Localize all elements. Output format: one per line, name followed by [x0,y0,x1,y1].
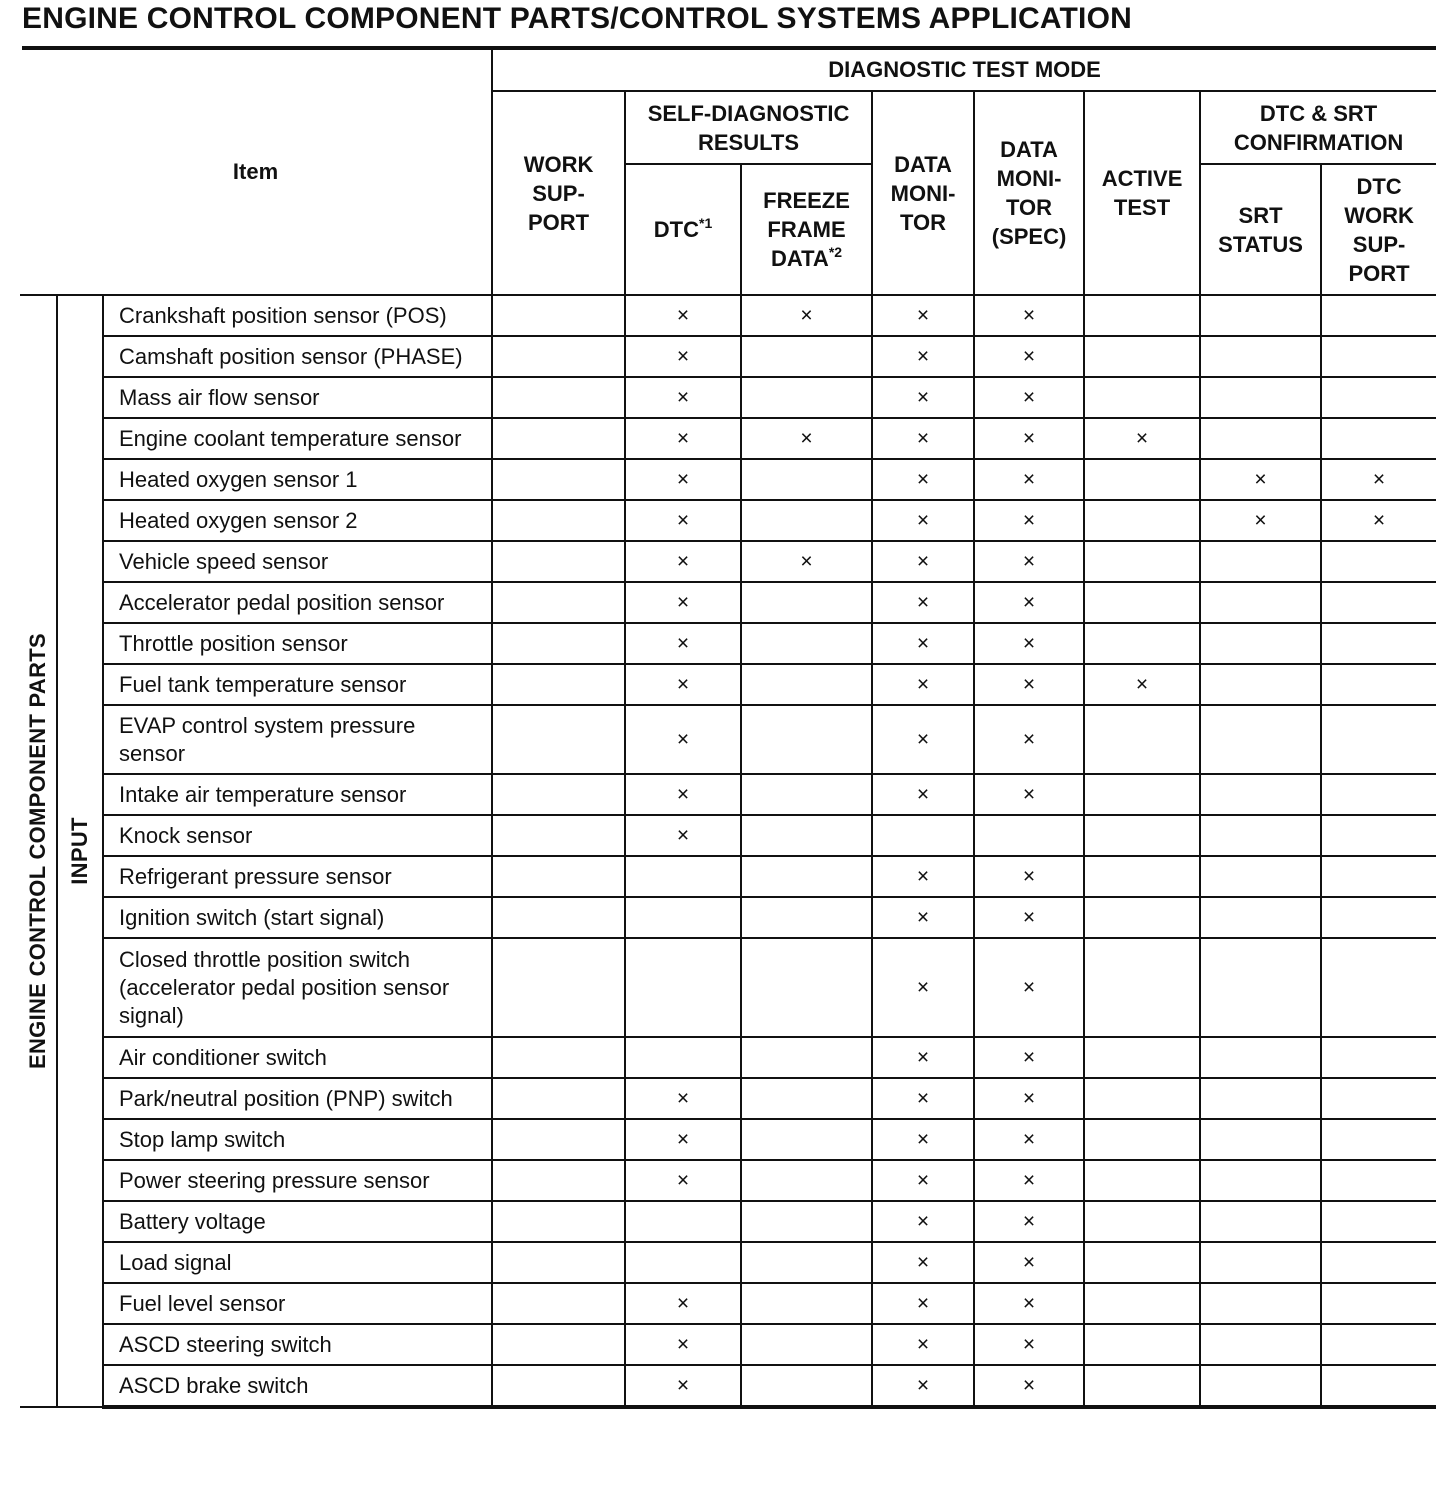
subgroup-label: INPUT [57,295,103,1407]
row-item-label: Fuel level sensor [103,1283,492,1324]
empty-cell [741,500,872,541]
table-row [20,377,1436,418]
empty-cell [741,1201,872,1242]
check-mark: × [625,500,741,541]
empty-cell [492,459,625,500]
check-mark: × [872,1037,974,1078]
empty-cell [741,1119,872,1160]
empty-cell [625,1037,741,1078]
check-mark: × [625,774,741,815]
check-mark: × [974,897,1084,938]
empty-cell [1200,856,1321,897]
table-row [20,856,1436,897]
row-item-label: ASCD brake switch [103,1365,492,1407]
check-mark: × [974,856,1084,897]
header-line: CONFIRMATION [1233,129,1404,155]
active-test-header [1084,91,1200,295]
empty-cell [741,664,872,705]
empty-cell [492,1365,625,1407]
empty-cell [492,1078,625,1119]
empty-cell [741,1365,872,1407]
empty-cell [1321,295,1436,336]
empty-cell [1084,1037,1200,1078]
empty-cell [1321,336,1436,377]
header-line: SELF-DIAGNOSTIC [647,100,850,126]
empty-cell [1084,1283,1200,1324]
empty-cell [1321,1078,1436,1119]
header-line: PORT [1348,260,1410,286]
check-mark: × [625,664,741,705]
diagnostic-test-mode-header: DIAGNOSTIC TEST MODE [492,48,1436,91]
check-mark: × [872,500,974,541]
empty-cell [1084,623,1200,664]
check-mark: × [974,1160,1084,1201]
empty-cell [741,377,872,418]
application-table [20,48,1436,1409]
empty-cell [1321,1242,1436,1283]
empty-cell [1200,705,1321,774]
empty-cell [741,1324,872,1365]
header-line: TOR [1006,195,1053,220]
check-mark: × [625,623,741,664]
table-row [20,459,1436,500]
row-item-label: Intake air temperature sensor [103,774,492,815]
empty-cell [1321,582,1436,623]
row-item-label: Battery voltage [103,1201,492,1242]
freeze-lines [763,188,850,271]
empty-cell [1321,1119,1436,1160]
check-mark: × [741,418,872,459]
row-item-label: Crankshaft position sensor (POS) [103,295,492,336]
empty-cell [492,336,625,377]
empty-cell [1084,897,1200,938]
empty-cell [1084,1365,1200,1407]
row-item-label: Refrigerant pressure sensor [103,856,492,897]
empty-cell [1200,1078,1321,1119]
empty-cell [492,295,625,336]
freeze-frame-data-header [741,164,872,295]
empty-cell [492,623,625,664]
check-mark: × [625,1283,741,1324]
dtc-header: DTC$^{*1}$ [625,164,741,295]
header-line: SUP- [532,180,585,206]
empty-cell [1321,623,1436,664]
row-item-label: Stop lamp switch [103,1119,492,1160]
empty-cell [492,377,625,418]
empty-cell [492,582,625,623]
check-mark: × [625,541,741,582]
check-mark: × [872,1201,974,1242]
check-mark: × [974,1242,1084,1283]
check-mark: × [625,705,741,774]
empty-cell [1321,938,1436,1037]
check-mark: × [974,418,1084,459]
empty-cell [741,705,872,774]
header-line: DATA [894,151,952,177]
row-item-label: EVAP control system pressure sensor [103,705,492,774]
empty-cell [492,500,625,541]
empty-cell [1200,938,1321,1037]
check-mark: × [974,336,1084,377]
table-row [20,664,1436,705]
check-mark: × [974,500,1084,541]
header-line: FREEZE [763,188,850,213]
empty-cell [1084,705,1200,774]
table-row [20,1283,1436,1324]
check-mark: × [1200,459,1321,500]
check-mark: × [974,938,1084,1037]
header-line: FRAME [767,217,846,242]
empty-cell [741,856,872,897]
empty-cell [492,1242,625,1283]
table-row [20,1160,1436,1201]
check-mark: × [625,815,741,856]
check-mark: × [974,459,1084,500]
table-body [20,295,1436,1407]
table-row [20,623,1436,664]
empty-cell [1321,1324,1436,1365]
check-mark: × [974,1037,1084,1078]
empty-cell [1200,377,1321,418]
header-line: MONI- [890,180,956,206]
empty-cell [1200,418,1321,459]
empty-cell [741,897,872,938]
empty-cell [1200,1119,1321,1160]
empty-cell [492,664,625,705]
empty-cell [872,815,974,856]
srt-status-header [1200,164,1321,295]
empty-cell [1084,1242,1200,1283]
empty-cell [1084,1078,1200,1119]
empty-cell [741,459,872,500]
empty-cell [625,856,741,897]
data-monitor-spec-header [974,91,1084,295]
row-item-label: Air conditioner switch [103,1037,492,1078]
empty-cell [741,815,872,856]
check-mark: × [625,582,741,623]
check-mark: × [872,582,974,623]
row-item-label: Throttle position sensor [103,623,492,664]
empty-cell [1200,1324,1321,1365]
empty-cell [492,1037,625,1078]
empty-cell [1084,500,1200,541]
check-mark: × [872,897,974,938]
check-mark: × [974,541,1084,582]
check-mark: × [625,1160,741,1201]
table-row [20,1037,1436,1078]
empty-cell [1321,1201,1436,1242]
empty-cell [741,1242,872,1283]
check-mark: × [872,856,974,897]
check-mark: × [974,705,1084,774]
empty-cell [1321,1283,1436,1324]
empty-cell [1200,1242,1321,1283]
empty-cell [625,938,741,1037]
empty-cell [492,1160,625,1201]
empty-cell [1321,377,1436,418]
check-mark: × [974,1119,1084,1160]
check-mark: × [625,336,741,377]
row-item-label: Heated oxygen sensor 2 [103,500,492,541]
row-item-label: Accelerator pedal position sensor [103,582,492,623]
table-row [20,815,1436,856]
table-row [20,582,1436,623]
row-item-label: Mass air flow sensor [103,377,492,418]
check-mark: × [974,623,1084,664]
check-mark: × [872,1160,974,1201]
check-mark: × [872,664,974,705]
empty-cell [741,1160,872,1201]
empty-cell [1084,856,1200,897]
empty-cell [1084,938,1200,1037]
table-row [20,897,1436,938]
check-mark: × [625,1119,741,1160]
empty-cell [741,1078,872,1119]
check-mark: × [974,1324,1084,1365]
group-label: ENGINE CONTROL COMPONENT PARTS [20,295,57,1407]
empty-cell [741,336,872,377]
header-line: (SPEC) [991,224,1067,249]
empty-cell [1084,1324,1200,1365]
empty-cell [1200,1201,1321,1242]
empty-cell [492,1119,625,1160]
empty-cell [1200,815,1321,856]
check-mark: × [974,1283,1084,1324]
header-line: MONI- [996,166,1062,191]
check-mark: × [872,418,974,459]
empty-cell [1321,1160,1436,1201]
empty-cell [1084,582,1200,623]
check-mark: × [872,1119,974,1160]
row-item-label: Heated oxygen sensor 1 [103,459,492,500]
check-mark: × [1084,418,1200,459]
empty-cell [1321,1365,1436,1407]
empty-cell [1200,336,1321,377]
check-mark: × [974,1078,1084,1119]
empty-cell [1321,418,1436,459]
empty-cell [1200,1160,1321,1201]
check-mark: × [872,705,974,774]
check-mark: × [1321,500,1436,541]
empty-cell [1084,541,1200,582]
empty-cell [1321,541,1436,582]
row-item-label: Park/neutral position (PNP) switch [103,1078,492,1119]
empty-cell [1084,336,1200,377]
empty-cell [492,897,625,938]
empty-cell [492,418,625,459]
empty-cell [492,938,625,1037]
table-row [20,418,1436,459]
check-mark: × [872,774,974,815]
empty-cell [625,1201,741,1242]
check-mark: × [872,377,974,418]
work-support-header [492,91,625,295]
empty-cell [625,897,741,938]
header-line: WORK [1344,202,1414,228]
empty-cell [1084,1201,1200,1242]
empty-cell [741,774,872,815]
table-row [20,1201,1436,1242]
empty-cell [1321,815,1436,856]
empty-cell [1321,664,1436,705]
header-line: DTC & SRT [1259,100,1378,126]
empty-cell [1321,856,1436,897]
empty-cell [1200,582,1321,623]
check-mark: × [974,295,1084,336]
table-row [20,774,1436,815]
empty-cell [1084,377,1200,418]
empty-cell [1200,1037,1321,1078]
empty-cell [974,815,1084,856]
empty-cell [1084,815,1200,856]
table-row [20,336,1436,377]
empty-cell [741,1037,872,1078]
empty-cell [1321,774,1436,815]
empty-cell [1200,774,1321,815]
check-mark: × [872,336,974,377]
check-mark: × [974,582,1084,623]
check-mark: × [625,459,741,500]
dtc-srt-confirmation-header [1200,91,1436,164]
empty-cell [492,541,625,582]
empty-cell [1321,1037,1436,1078]
header-line: STATUS [1218,231,1303,257]
freeze-footnote: *2 [828,243,843,260]
empty-cell [625,1242,741,1283]
item-header: Item [20,48,492,295]
check-mark: × [1200,500,1321,541]
row-item-label: Engine coolant temperature sensor [103,418,492,459]
check-mark: × [872,1324,974,1365]
row-item-label: Ignition switch (start signal) [103,897,492,938]
empty-cell [492,1283,625,1324]
check-mark: × [741,541,872,582]
self-diagnostic-results-header [625,91,872,164]
table-row [20,1324,1436,1365]
check-mark: × [872,1365,974,1407]
empty-cell [1084,1119,1200,1160]
empty-cell [741,582,872,623]
row-item-label: Closed throttle position switch (accelerator pedal position sensor signal) [103,938,492,1037]
empty-cell [741,623,872,664]
check-mark: × [974,774,1084,815]
table-row [20,541,1436,582]
header-line: DATA$^{*2}$ [770,243,843,271]
empty-cell [1200,664,1321,705]
header-line: TEST [1113,195,1171,220]
empty-cell [1200,541,1321,582]
row-item-label: Knock sensor [103,815,492,856]
check-mark: × [1084,664,1200,705]
check-mark: × [741,295,872,336]
header-line: DTC [1356,173,1402,199]
empty-cell [492,1201,625,1242]
check-mark: × [974,377,1084,418]
header-line: ACTIVE [1101,166,1183,191]
check-mark: × [872,1242,974,1283]
row-item-label: Power steering pressure sensor [103,1160,492,1201]
empty-cell [741,1283,872,1324]
check-mark: × [625,377,741,418]
header-line: SUP- [1352,231,1406,257]
header-line: PORT [527,209,590,235]
table-row [20,938,1436,1037]
check-mark: × [872,623,974,664]
empty-cell [1321,705,1436,774]
row-item-label: Fuel tank temperature sensor [103,664,492,705]
header-line: RESULTS [698,129,800,155]
check-mark: × [974,664,1084,705]
empty-cell [492,1324,625,1365]
table-row [20,295,1436,336]
header-line: TOR [900,209,947,235]
page-title: ENGINE CONTROL COMPONENT PARTS/CONTROL SYSTEMS APPLICATION [22,0,1436,50]
table-row [20,1365,1436,1407]
dtc-work-support-header [1321,164,1436,295]
table-row [20,500,1436,541]
check-mark: × [625,295,741,336]
check-mark: × [625,1324,741,1365]
check-mark: × [1321,459,1436,500]
table-row [20,1119,1436,1160]
header-line: WORK [523,151,594,177]
empty-cell [1084,1160,1200,1201]
empty-cell [1200,897,1321,938]
check-mark: × [625,418,741,459]
empty-cell [1321,897,1436,938]
empty-cell [1084,295,1200,336]
table-row [20,705,1436,774]
empty-cell [492,705,625,774]
check-mark: × [872,1078,974,1119]
empty-cell [741,938,872,1037]
check-mark: × [872,938,974,1037]
empty-cell [1200,295,1321,336]
data-monitor-header [872,91,974,295]
header-line: DATA [1000,137,1058,162]
empty-cell [1200,1365,1321,1407]
row-item-label: ASCD steering switch [103,1324,492,1365]
row-item-label: Load signal [103,1242,492,1283]
table-row [20,1242,1436,1283]
empty-cell [492,774,625,815]
row-item-label: Camshaft position sensor (PHASE) [103,336,492,377]
header-line: SRT [1238,202,1283,228]
check-mark: × [625,1078,741,1119]
dtc-footnote: *1 [699,214,713,231]
check-mark: × [872,1283,974,1324]
check-mark: × [872,459,974,500]
empty-cell [492,815,625,856]
empty-cell [1084,459,1200,500]
check-mark: × [872,541,974,582]
row-item-label: Vehicle speed sensor [103,541,492,582]
table-row [20,1078,1436,1119]
empty-cell [492,856,625,897]
check-mark: × [974,1201,1084,1242]
check-mark: × [974,1365,1084,1407]
empty-cell [1200,1283,1321,1324]
check-mark: × [625,1365,741,1407]
check-mark: × [872,295,974,336]
empty-cell [1084,774,1200,815]
empty-cell [1200,623,1321,664]
